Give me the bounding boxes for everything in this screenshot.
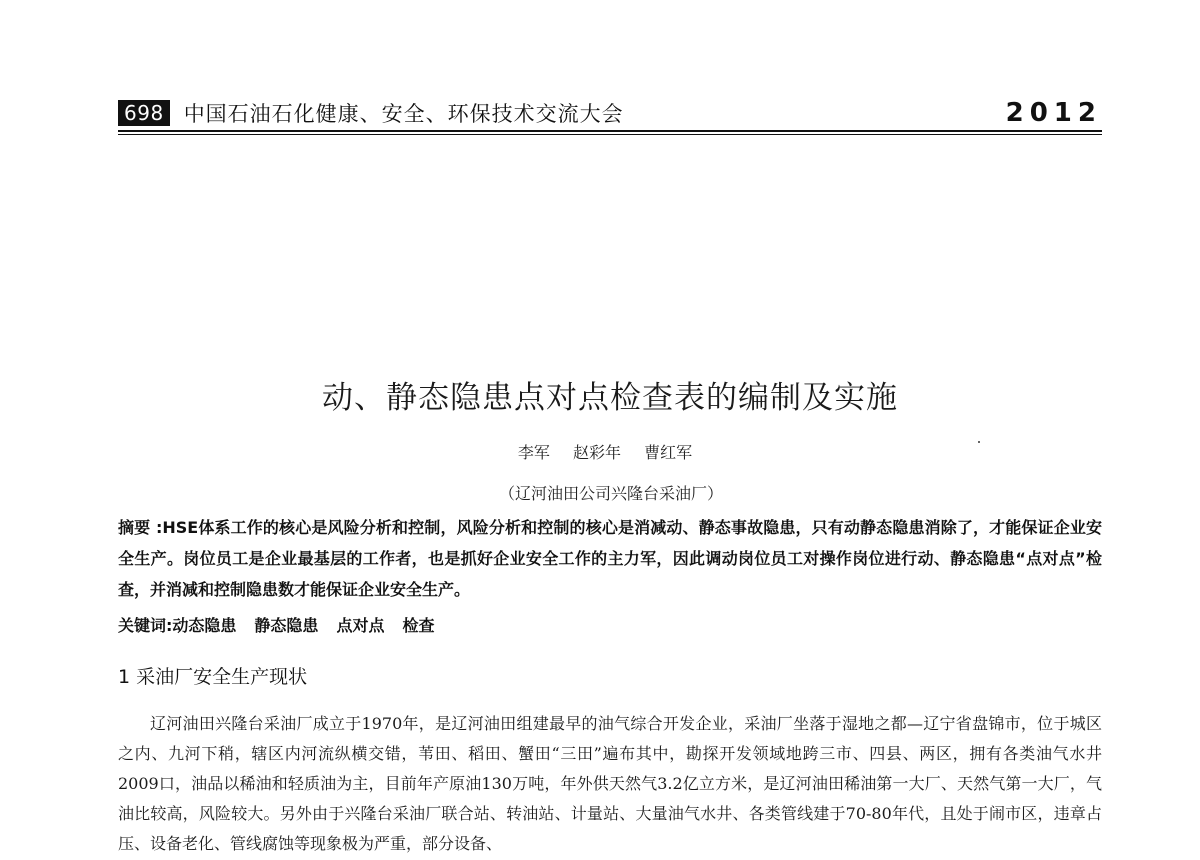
abstract-label: 摘要 xyxy=(118,518,151,537)
keywords xyxy=(118,613,1102,636)
header-rule-thin xyxy=(118,134,1102,135)
author-name: 曹红军 xyxy=(644,443,693,462)
author-list xyxy=(0,440,1200,463)
header-rule xyxy=(118,130,1102,132)
page-number: 698 xyxy=(118,100,170,126)
scan-speck xyxy=(978,441,980,443)
keyword: 点对点 xyxy=(336,616,385,635)
author-name: 赵彩年 xyxy=(572,443,621,462)
keyword: 静态隐患 xyxy=(254,616,319,635)
author-affiliation: （辽河油田公司兴隆台采油厂） xyxy=(498,484,723,503)
publication-year: 2012 xyxy=(1005,98,1102,128)
keywords-label: 关键词: xyxy=(118,616,173,635)
section-heading: 1 采油厂安全生产现状 xyxy=(118,666,308,688)
abstract xyxy=(118,512,1102,605)
author-name: 李军 xyxy=(517,443,550,462)
paper-title: 动、静态隐患点对点检查表的编制及实施 xyxy=(322,380,898,416)
conference-name: 中国石油石化健康、安全、环保技术交流大会 xyxy=(183,102,624,126)
keyword: 动态隐患 xyxy=(172,616,237,635)
keyword: 检查 xyxy=(402,616,435,635)
section-paragraph: 辽河油田兴隆台采油厂成立于1970年，是辽河油田组建最早的油气综合开发企业，采油厂坐落于湿地之都—辽宁省盘锦市，位于城区之内、九河下稍，辖区内河流纵横交错，苇田、稻田、蟹田“三田”遍布其中，勘探开发领域地跨三市、四县、两区，拥有各类油气水井2009口，油品以稀油和轻质油为主，目前年产原油130万吨，年外供天然气3.2亿立方米，是辽河油田稀油第一大厂、天然气第一大厂，气油比较高，风险较大。另外由于兴隆台采油厂联合站、转油站、计量站、大量油气水井、各类管线建于70-80年代，且处于闹市区，违章占压、设备老化、管线腐蚀等现象极为严重，部分设备、 xyxy=(118,714,1102,853)
abstract-text: :HSE体系工作的核心是风险分析和控制，风险分析和控制的核心是消减动、静态事故隐患，只有动静态隐患消除了，才能保证企业安全生产。岗位员工是企业最基层的工作者，也是抓好企业安全工作的主力军，因此调动岗位员工对操作岗位进行动、静态隐患“点对点”检查，并消减和控制隐患数才能保证企业安全生产。 xyxy=(118,518,1102,599)
running-header xyxy=(118,96,1102,130)
